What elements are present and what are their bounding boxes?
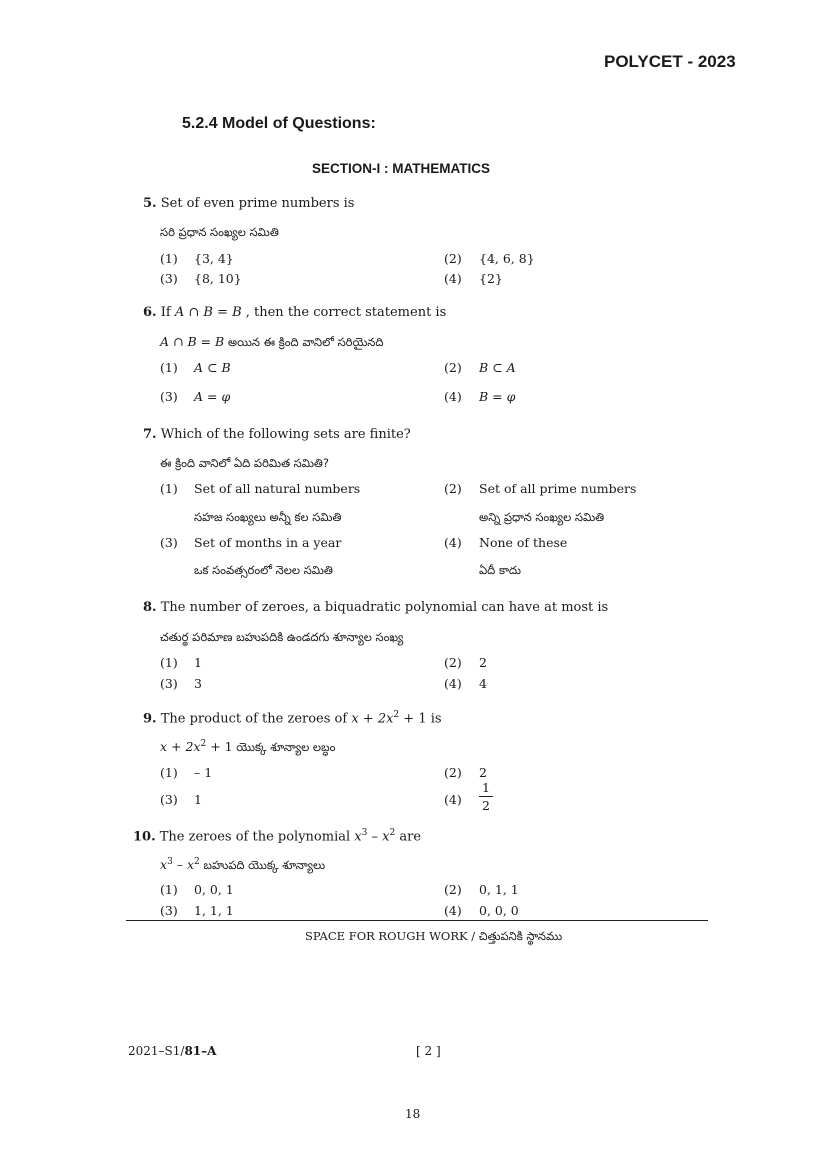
fraction-denominator: 2 [482,798,490,813]
question-text-post: , then the correct statement is [241,305,447,320]
option-number: (2) [444,360,462,375]
option-number: (2) [444,481,462,496]
option-value: Set of all natural numbers [194,481,361,496]
option-value: Set of all prime numbers [479,481,637,496]
expr-part: + 1 [399,711,427,727]
option-number: (1) [160,481,178,496]
telugu-text: అయిన ఈ క్రింది వానిలో సరియైనది [224,335,384,349]
option-number: (2) [444,882,462,897]
expr-part: x [354,829,362,845]
option-number: (4) [444,389,462,404]
expr-exponent: 3 [167,857,173,867]
expr-part: + 1 [206,739,233,755]
option-value: A = φ [194,389,231,404]
option-value: B ⊂ A [479,360,516,375]
footer-code-bold: 81–A [184,1044,217,1058]
question-text-pre: If [160,305,175,320]
page-header-title: POLYCET - 2023 [604,52,736,71]
question-text: The number of zeroes, a biquadratic polynomial can have at most is [160,600,609,615]
option-number: (2) [444,765,462,780]
expr-exponent: 2 [194,857,200,867]
option-number: (3) [160,271,178,286]
option-number: (3) [160,903,178,918]
option-telugu: ఏదీ కాదు [479,563,522,577]
question-10 [133,828,421,844]
question-math: A ∩ B = B [174,305,242,320]
option-number: (1) [160,655,178,670]
option-number: (4) [444,271,462,286]
option-value: A ⊂ B [194,360,231,375]
question-number: 6. [143,305,157,320]
option-value: 2 [479,765,487,780]
question-7 [143,427,411,442]
option-value: None of these [479,535,568,550]
question-text-pre: The product of the zeroes of [160,711,352,727]
option-number: (2) [444,655,462,670]
rough-work-label: SPACE FOR ROUGH WORK / చిత్తుపనికి స్థానము [305,929,563,943]
option-fraction [479,780,493,813]
question-number: 5. [143,196,157,211]
question-text: Set of even prime numbers is [160,196,355,211]
question-8 [143,600,608,615]
question-number: 7. [143,427,157,442]
option-value: 3 [194,676,202,691]
option-value: 1 [194,655,202,670]
option-telugu: అన్ని ప్రధాన సంఖ్యల సమితి [479,510,605,524]
question-telugu: ఈ క్రింది వానిలో ఏది పరిమిత సమితి? [160,456,330,470]
expr-part: x + 2x [351,711,394,727]
option-value: – 1 [194,765,213,780]
section-heading: 5.2.4 Model of Questions: [182,115,376,132]
option-value: 2 [479,655,487,670]
question-telugu [160,334,383,352]
option-value: 0, 0, 0 [479,903,519,918]
option-number: (4) [444,535,462,550]
expr-exponent: 3 [361,828,368,838]
option-value: {2} [479,271,503,286]
question-number: 9. [143,711,157,727]
telugu-math: A ∩ B = B [160,334,225,349]
option-value: 1 [194,792,202,807]
option-number: (1) [160,765,178,780]
question-number: 8. [143,600,157,615]
option-value: 0, 1, 1 [479,882,519,897]
question-5 [143,196,354,211]
question-6 [143,305,446,320]
option-number: (4) [444,792,462,807]
option-value: 0, 0, 1 [194,882,234,897]
question-telugu: సరి ప్రధాన సంఖ్యల సమితి [160,225,279,239]
option-number: (4) [444,676,462,691]
question-number: 10. [133,829,156,845]
question-telugu [160,739,336,757]
footer-code [128,1044,216,1058]
expr-part: – x [172,857,195,873]
footer-page-number: 18 [405,1107,421,1121]
option-value: {8, 10} [194,271,242,286]
option-number: (3) [160,792,178,807]
expr-part: – x [367,829,390,845]
telugu-text: బహుపది యొక్క శూన్యాలు [199,858,326,873]
option-value: {3, 4} [194,251,234,266]
question-text-post: are [395,829,422,845]
question-telugu [160,857,325,875]
question-text-post: is [426,711,442,727]
expr-part: x [160,857,168,873]
footer-page-bracket: [ 2 ] [416,1044,441,1058]
option-value: Set of months in a year [194,535,342,550]
option-number: (1) [160,882,178,897]
option-number: (3) [160,389,178,404]
horizontal-divider [126,920,708,921]
question-text: Which of the following sets are finite? [160,427,411,442]
question-telugu: చతుర్థ పరిమాణ బహుపదికి ఉండదగు శూన్యాల సంఖ్య [160,630,404,644]
option-number: (2) [444,251,462,266]
expr-exponent: 2 [393,710,400,720]
option-value: 4 [479,676,487,691]
expr-exponent: 2 [389,828,396,838]
option-value: 1, 1, 1 [194,903,234,918]
option-number: (3) [160,676,178,691]
fraction-numerator: 1 [482,780,490,795]
section-title: SECTION-I : MATHEMATICS [312,161,490,176]
option-number: (4) [444,903,462,918]
option-telugu: సహజ సంఖ్యలు అన్నీ కల సమితి [194,510,342,524]
expr-exponent: 2 [200,739,207,749]
option-value: {4, 6, 8} [479,251,535,266]
option-number: (1) [160,360,178,375]
option-number: (1) [160,251,178,266]
telugu-text: యొక్క శూన్యాల లబ్ధం [232,740,336,755]
option-value: B = φ [479,389,516,404]
question-9 [143,710,442,726]
expr-part: x + 2x [160,739,201,755]
question-text-pre: The zeroes of the polynomial [159,829,355,845]
footer-code-prefix: 2021–S1/ [128,1044,185,1058]
option-telugu: ఒక సంవత్సరంలో నెలల సమితి [194,563,333,577]
option-number: (3) [160,535,178,550]
fraction-bar [479,796,493,797]
